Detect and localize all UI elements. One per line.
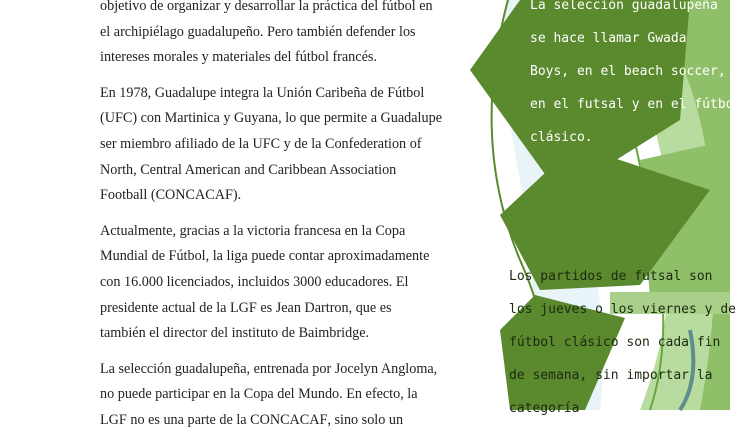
text-fragment: ser miembro afiliado de la <box>100 135 253 152</box>
acronym-lgf: LGF <box>230 299 257 316</box>
acronym-ufc: UFC <box>104 110 133 127</box>
note-line: La selección guadalupeña <box>530 0 718 13</box>
note-line: los jueves o los viernes y de <box>509 302 736 317</box>
text-line: también el director del instituto de Baimbridge. <box>100 325 370 342</box>
text-fragment: es Jean Dartron, que es <box>256 299 392 316</box>
text-fragment: presidente actual de la <box>100 299 230 316</box>
note-line: Boys, en el beach soccer, <box>530 64 726 79</box>
note-line: categoría <box>509 401 580 416</box>
text-line: Mundial de Fútbol, la liga puede contar aproximadamente <box>100 248 430 265</box>
article-column <box>100 0 450 444</box>
text-line: En 1978, Guadalupe integra la Unión Caribeña de Fútbol <box>100 84 425 101</box>
acronym-concacaf: CONCACAF <box>250 411 328 428</box>
text-fragment: ). <box>232 187 242 204</box>
note-line: se hace llamar Gwada <box>530 31 687 46</box>
paragraph-1 <box>100 0 450 71</box>
text-line: no puede participar en la Copa del Mundo. En efecto, la <box>100 386 418 403</box>
text-line: La selección guadalupeña, entrenada por Jocelyn Angloma, <box>100 360 438 377</box>
text-line: con 16.000 licenciados, incluidos 3000 educadores. El <box>100 273 409 290</box>
note-line: en el futsal y en el fútbol <box>530 97 741 112</box>
text-fragment: no es una parte de la <box>126 411 251 428</box>
side-note-1 <box>530 0 741 154</box>
paragraph-2 <box>100 81 450 209</box>
text-line: el archipiélago guadalupeño. Pero también defender los <box>100 23 416 40</box>
acronym-lgf: LGF <box>100 411 127 428</box>
text-fragment: Football ( <box>100 187 156 204</box>
note-line: de semana, sin importar la <box>509 368 713 383</box>
paragraph-4 <box>100 357 450 434</box>
text-line: intereses morales y materiales del fútbol francés. <box>100 49 377 66</box>
text-line: objetivo de organizar y desarrollar la práctica del fútbol en <box>100 0 433 14</box>
side-note-2 <box>509 260 736 425</box>
note-line: clásico. <box>530 130 593 145</box>
acronym-ufc: UFC <box>252 135 281 152</box>
text-fragment: ) con Martinica y Guyana, lo que permite a Guadalupe <box>132 110 442 127</box>
acronym-concacaf: CONCACAF <box>155 187 233 204</box>
text-fragment: y de la Confederation of <box>280 135 422 152</box>
text-fragment: ( <box>100 110 105 127</box>
note-line: Los partidos de futsal son <box>509 269 713 284</box>
text-line: North, Central American and Caribbean Association <box>100 161 397 178</box>
paragraph-3 <box>100 219 450 347</box>
text-fragment: , sino solo un <box>327 411 404 428</box>
note-line: fútbol clásico son cada fin <box>509 335 721 350</box>
text-line: Actualmente, gracias a la victoria francesa en la Copa <box>100 222 406 239</box>
